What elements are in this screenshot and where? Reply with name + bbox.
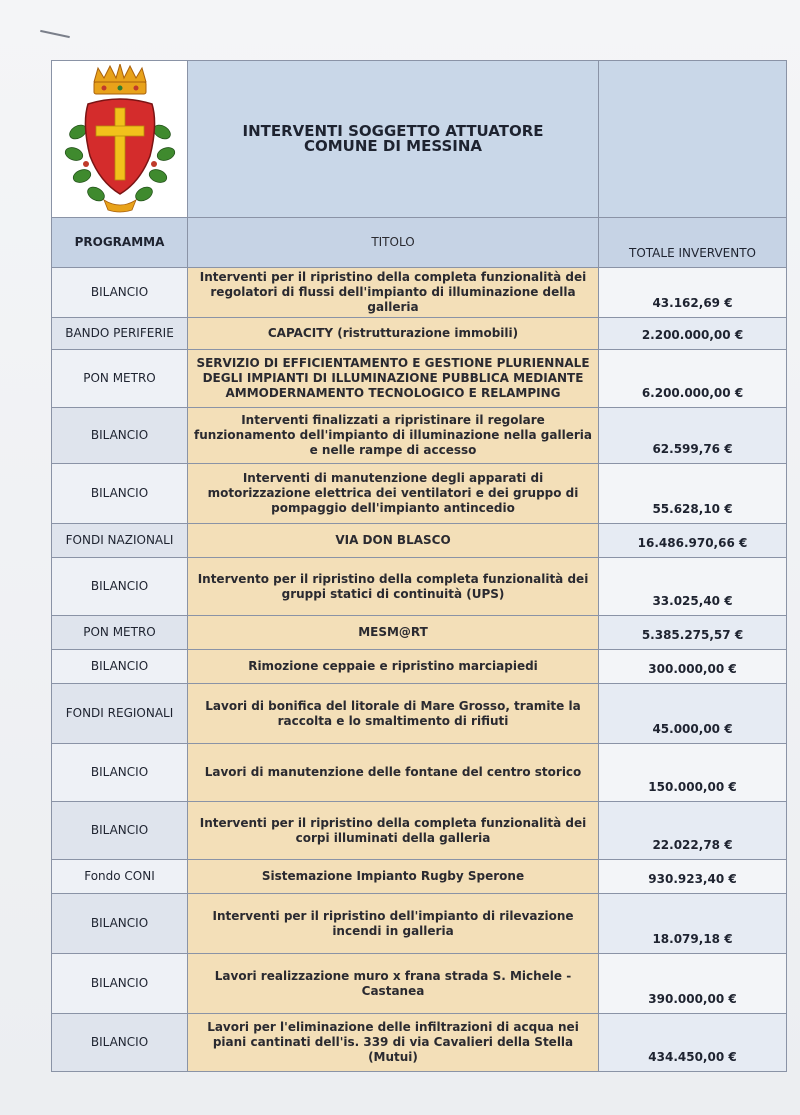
row-totale: 55.628,10 € <box>599 464 787 524</box>
table-row <box>52 894 787 954</box>
row-titolo: Lavori di manutenzione delle fontane del centro storico <box>188 744 599 802</box>
row-titolo: Lavori di bonifica del litorale di Mare Grosso, tramite la raccolta e lo smaltimento di rifiuti <box>188 684 599 744</box>
row-programma: BILANCIO <box>52 650 188 684</box>
table-row <box>52 268 787 318</box>
table-row <box>52 650 787 684</box>
table-row <box>52 350 787 408</box>
header-blank-cell <box>599 61 787 218</box>
table-row <box>52 318 787 350</box>
row-titolo: Rimozione ceppaie e ripristino marciapiedi <box>188 650 599 684</box>
table-row <box>52 558 787 616</box>
row-programma: FONDI REGIONALI <box>52 684 188 744</box>
row-totale: 33.025,40 € <box>599 558 787 616</box>
row-titolo: CAPACITY (ristrutturazione immobili) <box>188 318 599 350</box>
row-totale: 390.000,00 € <box>599 954 787 1014</box>
row-titolo: Sistemazione Impianto Rugby Sperone <box>188 860 599 894</box>
row-totale: 300.000,00 € <box>599 650 787 684</box>
row-titolo: SERVIZIO DI EFFICIENTAMENTO E GESTIONE PLURIENNALE DEGLI IMPIANTI DI ILLUMINAZIONE PUBBLICA MEDIANTE AMMODERNAMENTO TECNOLOGICO E RELAMPING <box>188 350 599 408</box>
row-titolo: Intervento per il ripristino della completa funzionalità dei gruppi statici di continuità (UPS) <box>188 558 599 616</box>
messina-coat-of-arms-icon <box>60 64 180 214</box>
row-totale: 2.200.000,00 € <box>599 318 787 350</box>
document-title <box>188 61 599 218</box>
row-titolo: Lavori per l'eliminazione delle infiltrazioni di acqua nei piani cantinati dell'is. 339 di via Cavalieri della Stella (Mutui) <box>188 1014 599 1072</box>
row-totale: 43.162,69 € <box>599 268 787 318</box>
row-programma: BANDO PERIFERIE <box>52 318 188 350</box>
row-titolo: Interventi finalizzati a ripristinare il regolare funzionamento dell'impianto di illuminazione nella galleria e nelle rampe di accesso <box>188 408 599 464</box>
row-programma: FONDI NAZIONALI <box>52 524 188 558</box>
table-row <box>52 408 787 464</box>
column-header-titolo: TITOLO <box>188 218 599 268</box>
table-row <box>52 802 787 860</box>
table-row <box>52 524 787 558</box>
table-row <box>52 1014 787 1072</box>
table-row <box>52 860 787 894</box>
row-totale: 6.200.000,00 € <box>599 350 787 408</box>
row-totale: 150.000,00 € <box>599 744 787 802</box>
row-programma: BILANCIO <box>52 744 188 802</box>
row-titolo: MESM@RT <box>188 616 599 650</box>
column-header-programma: PROGRAMMA <box>52 218 188 268</box>
table-row <box>52 744 787 802</box>
row-totale: 930.923,40 € <box>599 860 787 894</box>
row-totale: 5.385.275,57 € <box>599 616 787 650</box>
row-titolo: Interventi di manutenzione degli apparati di motorizzazione elettrica dei ventilatori e dei gruppo di pompaggio dell'impianto antincedio <box>188 464 599 524</box>
row-titolo: Lavori realizzazione muro x frana strada S. Michele - Castanea <box>188 954 599 1014</box>
row-titolo: VIA DON BLASCO <box>188 524 599 558</box>
header-row <box>52 61 787 218</box>
row-totale: 45.000,00 € <box>599 684 787 744</box>
row-totale: 18.079,18 € <box>599 894 787 954</box>
row-programma: BILANCIO <box>52 268 188 318</box>
row-programma: BILANCIO <box>52 894 188 954</box>
row-programma: BILANCIO <box>52 954 188 1014</box>
column-header-row <box>52 218 787 268</box>
row-programma: BILANCIO <box>52 802 188 860</box>
row-programma: PON METRO <box>52 616 188 650</box>
row-programma: BILANCIO <box>52 464 188 524</box>
row-programma: Fondo CONI <box>52 860 188 894</box>
table-row <box>52 464 787 524</box>
title-line-2: COMUNE DI MESSINA <box>304 137 482 155</box>
row-programma: PON METRO <box>52 350 188 408</box>
table-row <box>52 684 787 744</box>
row-titolo: Interventi per il ripristino della completa funzionalità dei regolatori di flussi dell'impianto di illuminazione della galleria <box>188 268 599 318</box>
interventions-table <box>51 60 787 1072</box>
row-totale: 434.450,00 € <box>599 1014 787 1072</box>
column-header-totale: TOTALE INVERVENTO <box>599 218 787 268</box>
row-totale: 62.599,76 € <box>599 408 787 464</box>
table-row <box>52 954 787 1014</box>
row-programma: BILANCIO <box>52 408 188 464</box>
row-programma: BILANCIO <box>52 1014 188 1072</box>
row-totale: 16.486.970,66 € <box>599 524 787 558</box>
coat-of-arms-cell <box>52 61 188 218</box>
row-totale: 22.022,78 € <box>599 802 787 860</box>
table-row <box>52 616 787 650</box>
row-titolo: Interventi per il ripristino della completa funzionalità dei corpi illuminati della galleria <box>188 802 599 860</box>
title-line-1: INTERVENTI SOGGETTO ATTUATORE <box>242 122 544 140</box>
row-programma: BILANCIO <box>52 558 188 616</box>
row-titolo: Interventi per il ripristino dell'impianto di rilevazione incendi in galleria <box>188 894 599 954</box>
